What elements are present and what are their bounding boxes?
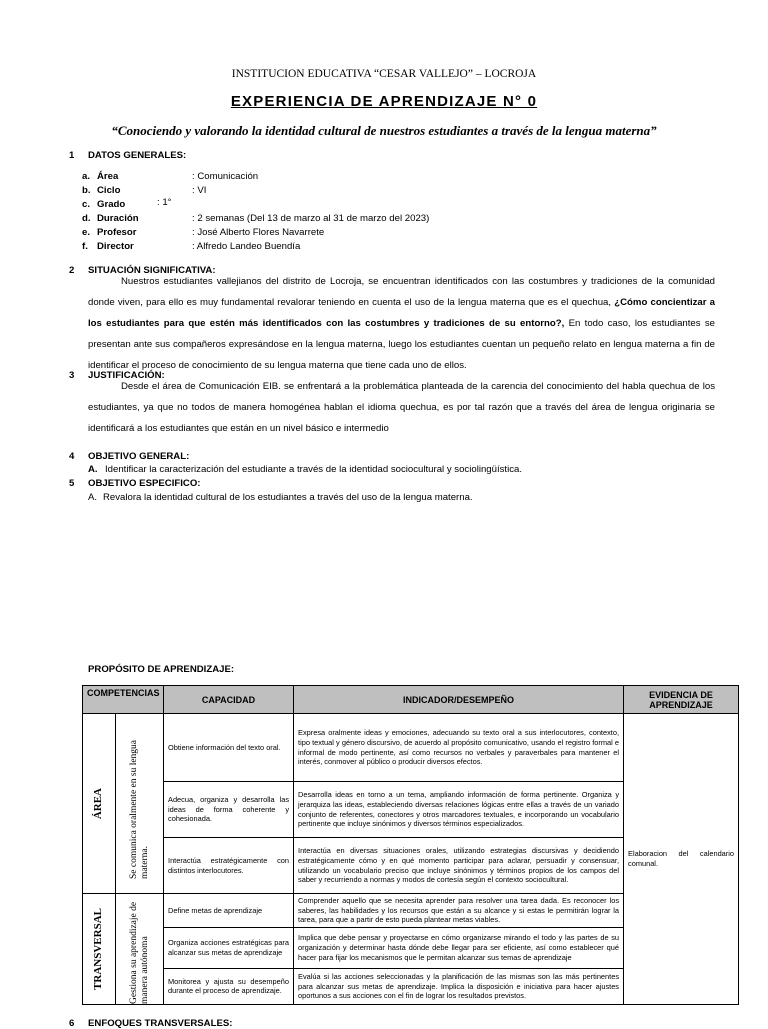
indicador-cell: Expresa oralmente ideas y emociones, adecuando su texto oral a sus interlocutores, contexto, tipo textual y género discursivo, de acuerdo al propósito comunicativo, usando el registro formal e informal de modo pertinente, así como recursos no verbales y paraverbales para mantener el interés, conmover al público o producir diversos efectos. [294, 714, 624, 782]
proposito-heading: PROPÓSITO DE APRENDIZAJE: [88, 664, 235, 675]
indicador-cell: Implica que debe pensar y proyectarse en cómo organizarse mirando el todo y las partes de su organización y determinar hasta dónde debe llegar para ser eficiente, así como establecer qué hacer para fijar los mecanismos que le permitan alcanzar sus temas de aprendizaje [294, 928, 624, 968]
section-heading-objetivo-especifico: OBJETIVO ESPECIFICO: [88, 478, 201, 489]
document-subtitle: “Conociendo y valorando la identidad cultural de nuestros estudiantes a través de la lengua materna” [111, 123, 657, 138]
section-number-1: 1 [69, 150, 75, 161]
section-number-5: 5 [69, 478, 75, 489]
capacidad-cell: Obtiene información del texto oral. [164, 714, 294, 782]
datos-label-grado: Grado [97, 199, 126, 210]
capacidad-cell: Define metas de aprendizaje [164, 894, 294, 928]
section-heading-situacion: SITUACIÓN SIGNIFICATIVA: [88, 265, 216, 276]
datos-value-ciclo: : VI [192, 185, 207, 196]
area-label: ÁREA [92, 787, 105, 820]
datos-letter-d: d. [82, 213, 91, 224]
transversal-competencia: Gestiona su aprendizaje de manera autónoma [128, 901, 150, 1004]
header-indicador: INDICADOR/DESEMPEÑO [294, 686, 624, 714]
datos-label-duracion: Duración [97, 213, 139, 224]
datos-label-profesor: Profesor [97, 227, 137, 238]
indicador-cell: Desarrolla ideas en torno a un tema, ampliando información de forma pertinente. Organiza y jerarquiza las ideas, estableciendo diversas relaciones lógicas entre ellas a través de un variado conjunto de referentes, conectores y otros marcadores textuales, e incorporando un vocabulario pertinente que incluye sinónimos y diversos términos especializados. [294, 782, 624, 838]
datos-value-duracion: : 2 semanas (Del 13 de marzo al 31 de marzo del 2023) [192, 213, 430, 224]
header-evidencia: EVIDENCIA DE APRENDIZAJE [624, 686, 739, 714]
transversal-label-cell [83, 894, 116, 1005]
table-header-row [83, 686, 739, 714]
table-row [83, 714, 739, 782]
datos-letter-b: b. [82, 185, 91, 196]
header-capacidad: CAPACIDAD [164, 686, 294, 714]
proposito-table [82, 685, 739, 1005]
objetivo-general-text: Identificar la caracterización del estudiante a través de la identidad sociocultural y sociolingüística. [105, 464, 523, 475]
datos-value-grado: : 1° [157, 197, 172, 208]
datos-label-area: Área [97, 171, 119, 182]
capacidad-cell: Adecua, organiza y desarrolla las ideas de forma coherente y cohesionada. [164, 782, 294, 838]
area-label-cell [83, 714, 116, 894]
evidencia-cell: Elaboracion del calendario comunal. [624, 714, 739, 1005]
section-heading-objetivo-general: OBJETIVO GENERAL: [88, 451, 190, 462]
situacion-text-a: Nuestros estudiantes vallejianos del distrito de Locroja, se encuentran identificados con las costumbres y tradiciones de la comunidad donde viven, para ello es muy fundamental revalorar teniendo en cuenta el uso de la lengua materna que es el quechua, [88, 276, 715, 308]
situacion-paragraph [88, 271, 715, 376]
datos-letter-c: c. [82, 199, 91, 210]
section-number-6: 6 [69, 1018, 75, 1029]
datos-label-ciclo: Ciclo [97, 185, 121, 196]
capacidad-cell: Interactúa estratégicamente con distintos interlocutores. [164, 838, 294, 894]
capacidad-cell: Monitorea y ajusta su desempeño durante el proceso de aprendizaje. [164, 968, 294, 1004]
datos-value-profesor: : José Alberto Flores Navarrete [192, 227, 325, 238]
objetivo-especifico-letter: A. [88, 492, 98, 503]
institution-name: INSTITUCION EDUCATIVA “CESAR VALLEJO” – LOCROJA [231, 68, 537, 80]
capacidad-cell: Organiza acciones estratégicas para alcanzar sus metas de aprendizaje [164, 928, 294, 968]
indicador-cell: Evalúa si las acciones seleccionadas y la planificación de las mismas son las más pertinentes para alcanzar sus metas de aprendizaje. Implica la disposición e iniciativa para hacer ajustes oportunos a sus acciones con el fin de lograr los resultados previstos. [294, 968, 624, 1004]
datos-letter-a: a. [82, 171, 91, 182]
datos-letter-e: e. [82, 227, 91, 238]
situacion-question: ¿Cómo concientizar a los estudiantes para que estén más identificados con las costumbres y tradiciones de su entorno?, [88, 297, 716, 329]
datos-letter-f: f. [82, 241, 88, 252]
section-heading-justificacion: JUSTIFICACIÓN: [88, 370, 165, 381]
header-competencias: COMPETENCIAS [83, 686, 164, 714]
area-competencia: Se comunica oralmente en su lengua materna. [128, 739, 150, 879]
section-number-3: 3 [69, 370, 75, 381]
area-competencia-cell [116, 714, 164, 894]
datos-value-area: : Comunicación [192, 171, 259, 182]
justificacion-paragraph: Desde el área de Comunicación EIB. se enfrentará a la problemática planteada de la carencia del conocimiento del habla quechua de los estudiantes, ya que no todos de manera homogénea hablan el idioma quechua, es por tal razón que a través del área de lengua originaria se identificará a los estudiantes que están en un nivel básico e intermedio [88, 381, 715, 434]
situacion-text-c: En todo caso, los estudiantes se presentan ante sus compañeros expresándose en la lengua materna, luego los estudiantes cuentan un pequeño relato en lengua materna a fin de identificar el proceso de conocimiento de su lengua materna que tiene cada uno de ellos. [88, 318, 715, 371]
objetivo-especifico-text: Revalora la identidad cultural de los estudiantes a través del uso de la lengua materna. [103, 492, 473, 503]
datos-label-director: Director [97, 241, 134, 252]
section-heading-datos: DATOS GENERALES: [88, 150, 187, 161]
section-number-2: 2 [69, 265, 75, 276]
section-number-4: 4 [69, 451, 75, 462]
document-title: EXPERIENCIA DE APRENDIZAJE N° 0 [230, 93, 538, 110]
datos-value-director: : Alfredo Landeo Buendía [192, 241, 301, 252]
transversal-label: TRANSVERSAL [92, 908, 105, 990]
section-heading-enfoques: ENFOQUES TRANSVERSALES: [88, 1018, 233, 1029]
transversal-competencia-cell [116, 894, 164, 1005]
indicador-cell: Comprender aquello que se necesita aprender para resolver una tarea dada. Es reconocer los saberes, las habilidades y los recursos que están a su alcance y si estas le permitirán lograr la tarea, para que a partir de esto pueda plantear metas viables. [294, 894, 624, 928]
indicador-cell: Interactúa en diversas situaciones orales, utilizando estrategias discursivas y decidiendo estratégicamente cómo y en qué momento participar para aclarar, persuadir y consensuar, utilizando un vocabulario preciso que incluye sinónimos y términos propios de los campos del saber y recurriendo a normas y modos de cortesía según el contexto sociocultural. [294, 838, 624, 894]
objetivo-general-letter: A. [88, 464, 98, 475]
